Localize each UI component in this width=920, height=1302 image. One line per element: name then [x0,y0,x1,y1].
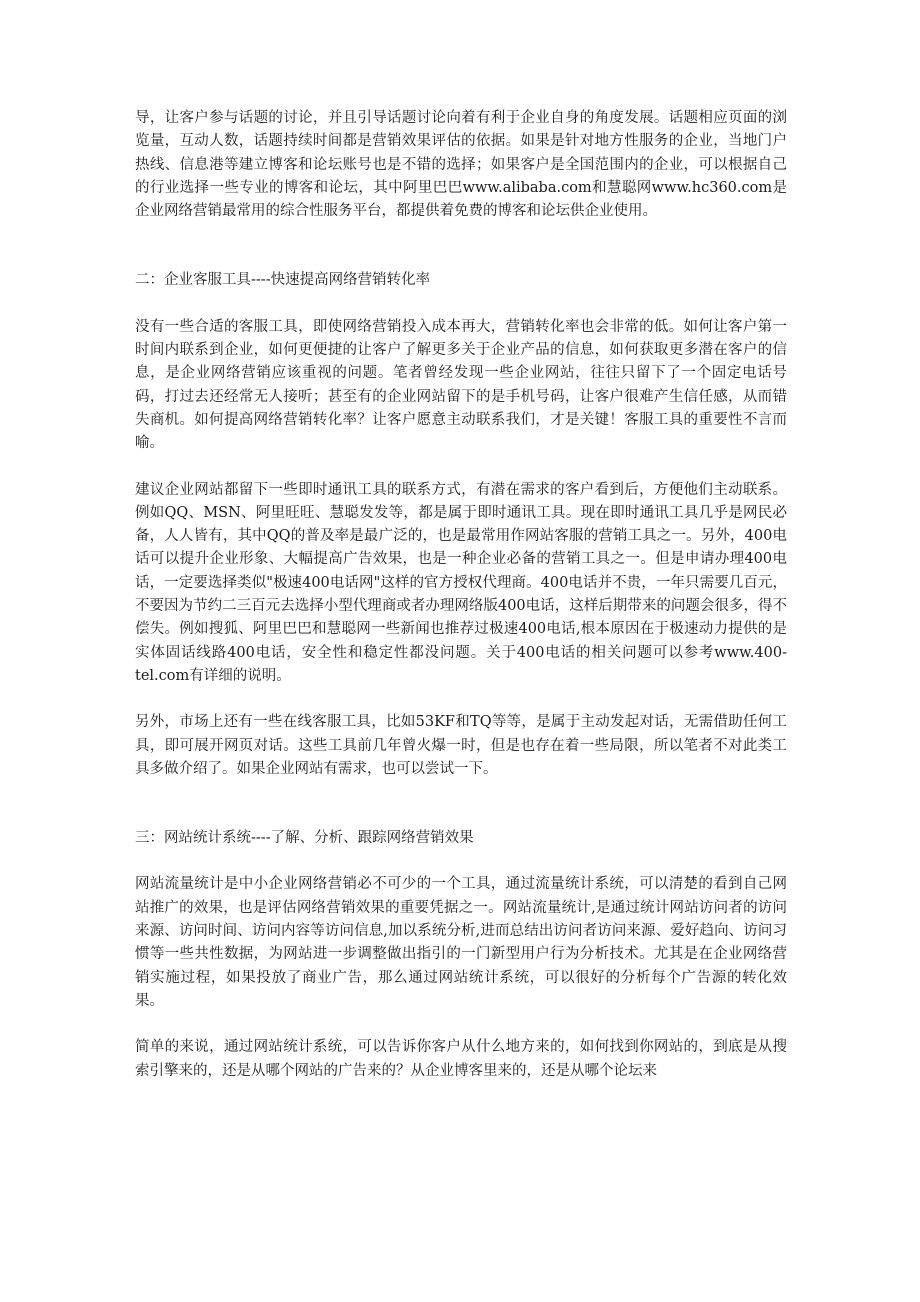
paragraph-instant-messaging-400: 建议企业网站都留下一些即时通讯工具的联系方式，有潜在需求的客户看到后，方便他们主动联系。例如QQ、MSN、阿里旺旺、慧聪发发等，都是属于即时通讯工具。现在即时通讯工具几乎是网民必备，人人皆有，其中QQ的普及率是最广泛的，也是最常用作网站客服的营销工具之一。另外，400电话可以提升企业形象、大幅提高广告效果，也是一种企业必备的营销工具之一。但是申请办理400电话，一定要选择类似"极速400电话网"这样的官方授权代理商。400电话并不贵，一年只需要几百元，不要因为节约二三百元去选择小型代理商或者办理网络版400电话，这样后期带来的问题会很多，得不偿失。例如搜狐、阿里巴巴和慧聪网一些新闻也推荐过极速400电话,根本原因在于极速动力提供的是实体固话线路400电话，安全性和稳定性都没问题。关于400电话的相关问题可以参考www.400-tel.com有详细的说明。 [135,481,787,684]
paragraph-online-service-tools: 另外，市场上还有一些在线客服工具，比如53KF和TQ等等，是属于主动发起对话，无需借助任何工具，即可展开网页对话。这些工具前几年曾火爆一时，但是也存在着一些局限，所以笔者不对此类工具多做介绍了。如果企业网站有需求，也可以尝试一下。 [135,714,787,777]
section-heading-site-statistics: 三：网站统计系统----了解、分析、跟踪网络营销效果 [135,830,474,847]
paragraph-traffic-statistics: 网站流量统计是中小企业网络营销必不可少的一个工具，通过流量统计系统，可以清楚的看到自己网站推广的效果，也是评估网络营销效果的重要凭据之一。网站流量统计,是通过统计网站访问者的访问来源、访问时间、访问内容等访问信息,加以系统分析,进而总结出访问者访问来源、爱好趋向、访问习惯等一些共性数据，为网站进一步调整做出指引的一门新型用户行为分析技术。尤其是在企业网络营销实施过程，如果投放了商业广告，那么通过网站统计系统，可以很好的分析每个广告源的转化效果。 [135,876,787,1009]
document-body [135,107,787,1083]
section-heading-customer-service-tools: 二：企业客服工具----快速提高网络营销转化率 [135,272,431,289]
paragraph-blog-forum: 导，让客户参与话题的讨论，并且引导话题讨论向着有利于企业自身的角度发展。话题相应页面的浏览量，互动人数，话题持续时间都是营销效果评估的依据。如果是针对地方性服务的企业，当地门户热线、信息港等建立博客和论坛账号也是不错的选择；如果客户是全国范围内的企业，可以根据自己的行业选择一些专业的博客和论坛，其中阿里巴巴www.alibaba.com和慧聪网www.hc360.com是企业网络营销最常用的综合性服务平台，都提供着免费的博客和论坛供企业使用。 [135,110,787,220]
paragraph-statistics-summary: 简单的来说，通过网站统计系统，可以告诉你客户从什么地方来的，如何找到你网站的，到底是从搜索引擎来的，还是从哪个网站的广告来的？从企业博客里来的，还是从哪个论坛来 [135,1039,787,1079]
paragraph-customer-service-intro: 没有一些合适的客服工具，即使网络营销投入成本再大，营销转化率也会非常的低。如何让客户第一时间内联系到企业，如何更便捷的让客户了解更多关于企业产品的信息，如何获取更多潜在客户的信息，是企业网络营销应该重视的问题。笔者曾经发现一些企业网站，往往只留下了一个固定电话号码，打过去还经常无人接听；甚至有的企业网站留下的是手机号码，让客户很难产生信任感，从而错失商机。如何提高网络营销转化率？让客户愿意主动联系我们，才是关键！客服工具的重要性不言而喻。 [135,318,787,452]
